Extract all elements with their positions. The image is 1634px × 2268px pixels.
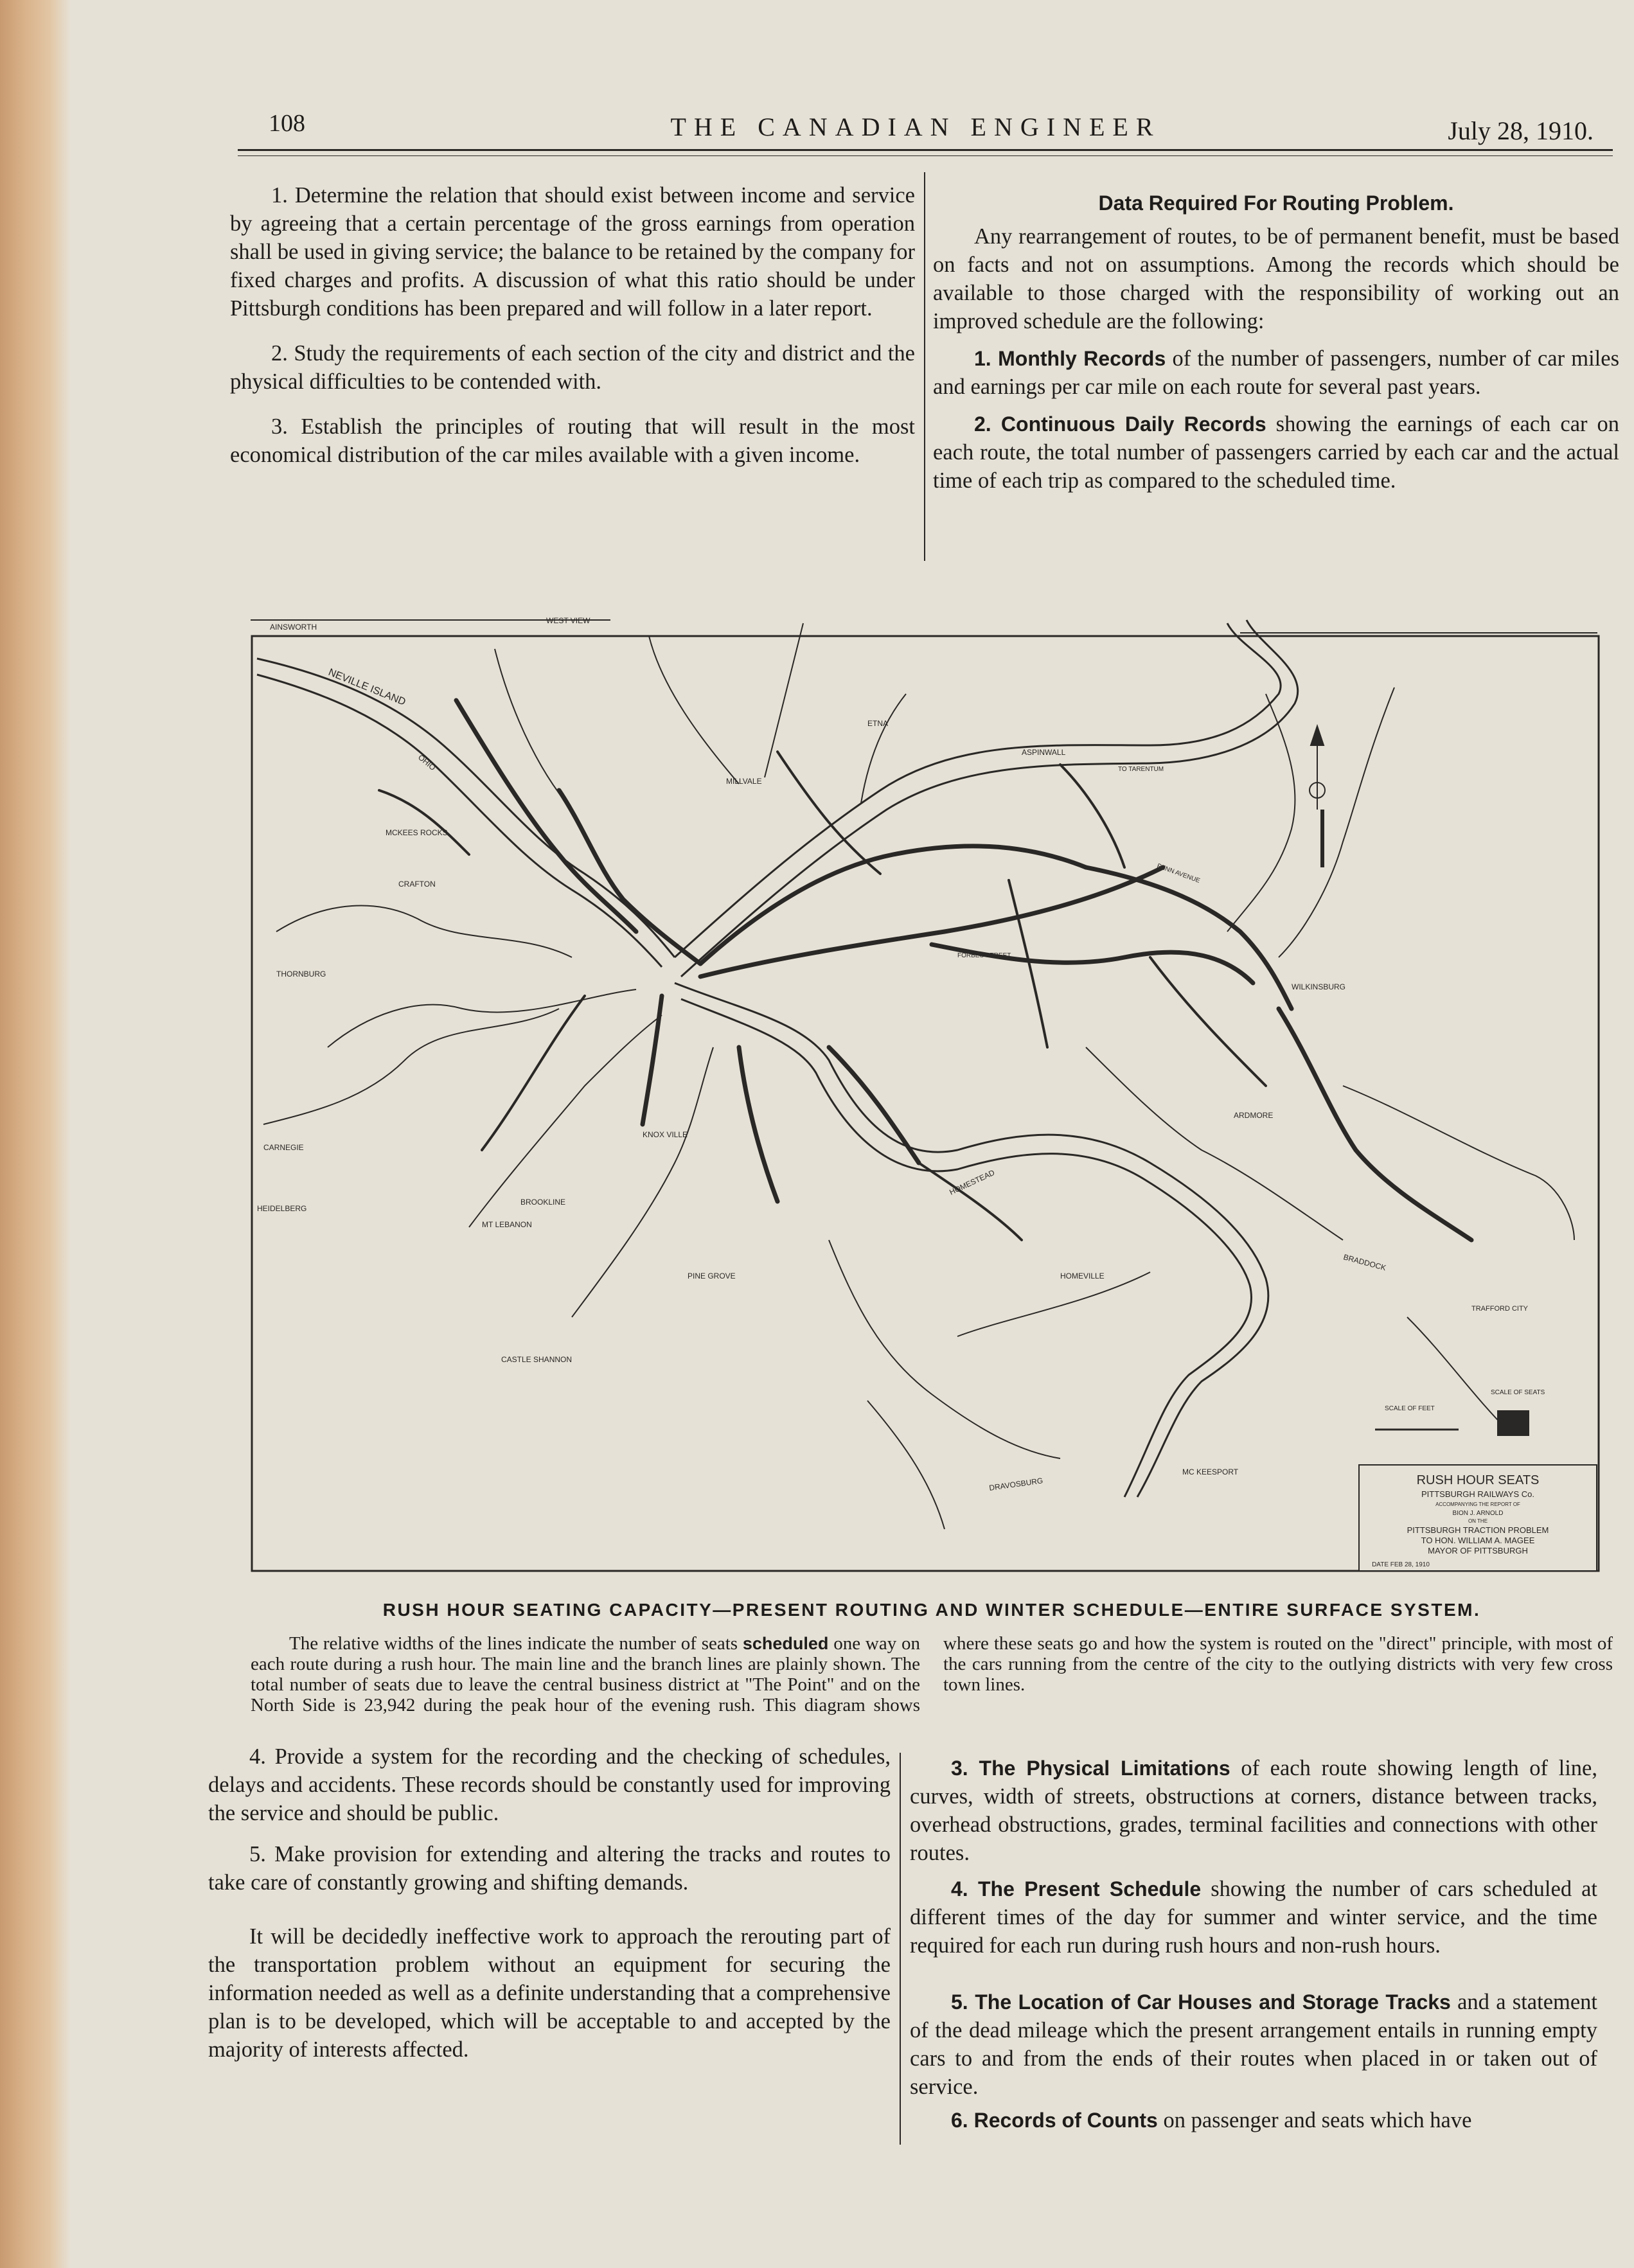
- column-divider-bottom: [900, 1753, 901, 2145]
- top-right-column: [933, 189, 1619, 511]
- record-item-1: [933, 344, 1619, 401]
- label-mt-lebanon: MT LEBANON: [482, 1220, 532, 1229]
- map-frame: [252, 636, 1599, 1571]
- label-etna: ETNA: [867, 719, 889, 728]
- place-labels: [257, 616, 1529, 1493]
- label-to-tarentum: TO TARENTUM: [1118, 766, 1164, 773]
- map-legend: [1359, 1465, 1597, 1571]
- svg-text:MAYOR OF PITTSBURGH: MAYOR OF PITTSBURGH: [1428, 1546, 1528, 1555]
- column-divider-top: [924, 172, 925, 561]
- record-item-2: [933, 410, 1619, 495]
- header-rule-thin: [238, 155, 1613, 156]
- svg-text:SCALE OF SEATS: SCALE OF SEATS: [1491, 1389, 1545, 1396]
- record-item-1-text: of the number of passengers, number of car miles and earnings per car mile on each route for several past years.: [933, 346, 1620, 399]
- label-dravosburg: DRAVOSBURG: [988, 1476, 1044, 1493]
- label-pine-grove: PINE GROVE: [688, 1271, 736, 1280]
- paragraph-3: 3. Establish the principles of routing that will result in the most economical distribution of the car miles available with a given income.: [230, 414, 915, 467]
- section-heading: Data Required For Routing Problem.: [1098, 191, 1454, 215]
- record-item-6: 6. Records of Counts on passenger and seats which have: [951, 2108, 1472, 2132]
- scale-of-seats: [1491, 1389, 1545, 1436]
- record-item-4: 4. The Present Schedule showing the number of cars scheduled at different times of the day for summer and winter service, and the time required for each run during rush hours and non-rush hours.: [910, 1877, 1598, 1958]
- label-mckees-rocks: MCKEES ROCKS: [386, 828, 448, 837]
- header-rule: [238, 149, 1613, 151]
- caption-text: The relative widths of the lines indicate the number of seats scheduled one way on each route during a rush hour. The main line and the branch lines are plainly shown. The total number of seats due to leave the central business district at "The Point" and on the North Side is 23,942 during the peak hour of the evening rush. This diagram shows where these seats go and how the system is routed on the "direct" principle, with most of the cars running from the centre of the city to the outlying districts with very few cross town lines.: [251, 1633, 1613, 1715]
- label-ainsworth: AINSWORTH: [270, 623, 317, 632]
- label-aspinwall: ASPINWALL: [1022, 748, 1066, 757]
- scale-of-feet: [1375, 1405, 1459, 1430]
- label-thornburg: THORNBURG: [276, 970, 326, 979]
- paragraph-4: 4. Provide a system for the recording and the checking of schedules, delays and accidents. These records should be constantly used for improving the service and should be public.: [208, 1744, 891, 1825]
- svg-text:ON THE: ON THE: [1468, 1518, 1488, 1524]
- route-map-figure: [251, 598, 1600, 1574]
- bottom-left-column: [208, 1742, 891, 2080]
- label-carnegie: CARNEGIE: [263, 1143, 304, 1152]
- label-ohio: OHIO: [416, 752, 438, 773]
- record-item-3: 3. The Physical Limitations of each route showing length of line, curves, width of streets, obstructions at corners, distance between tracks, overhead obstructions, grades, terminal facilities and connections with other routes.: [910, 1756, 1597, 1865]
- label-castle-shannon: CASTLE SHANNON: [501, 1355, 573, 1364]
- monongahela-river: [675, 983, 1268, 1497]
- ohio-river: [257, 659, 675, 967]
- record-item-1-lead: 1. Monthly Records: [974, 347, 1166, 370]
- medium-car-lines: [379, 752, 1266, 1240]
- svg-text:PITTSBURGH TRACTION PROBLEM: PITTSBURGH TRACTION PROBLEM: [1407, 1525, 1549, 1535]
- label-forbes-street: FORBES STREET: [957, 952, 1011, 959]
- intro-paragraph: Any rearrangement of routes, to be of permanent benefit, must be based on facts and not on assumptions. Among the records which should be available to those charged with the responsibility of working out an improved schedule are the following:: [933, 224, 1619, 333]
- svg-text:BION J. ARNOLD: BION J. ARNOLD: [1452, 1510, 1504, 1517]
- label-brookline: BROOKLINE: [520, 1198, 566, 1207]
- label-millvale: MILLVALE: [726, 777, 762, 786]
- paragraph-5: 5. Make provision for extending and altering the tracks and routes to take care of constantly growing and shifting demands.: [208, 1842, 891, 1895]
- running-header: [238, 103, 1594, 154]
- journal-title: THE CANADIAN ENGINEER: [670, 112, 1161, 141]
- paragraph-1: 1. Determine the relation that should exist between income and service by agreeing that a certain percentage of the gross earnings from operation shall be used in giving service; the balance to be retained by the company for fixed charges and profits. A discussion of what this ratio should be under Pittsburgh conditions has been prepared and will follow in a later report.: [230, 183, 915, 321]
- svg-text:TO HON. WILLIAM A. MAGEE: TO HON. WILLIAM A. MAGEE: [1421, 1536, 1535, 1545]
- record-item-5: 5. The Location of Car Houses and Storage Tracks and a statement of the dead mileage which the present arrangement entails in running empty cars to and from the ends of their routes when placed in or taken out of service.: [910, 1990, 1597, 2099]
- label-braddock: BRADDOCK: [1342, 1252, 1387, 1273]
- north-arrow-icon: [1310, 726, 1325, 867]
- svg-text:DATE FEB 28, 1910: DATE FEB 28, 1910: [1372, 1561, 1430, 1568]
- top-left-column: [230, 181, 915, 486]
- label-homestead: HOMESTEAD: [948, 1167, 997, 1197]
- legend-title: RUSH HOUR SEATS: [1416, 1473, 1540, 1487]
- page-number: 108: [269, 110, 305, 137]
- label-knoxville: KNOX VILLE: [643, 1130, 688, 1139]
- label-wilkinsburg: WILKINSBURG: [1292, 982, 1346, 991]
- paragraph-2: 2. Study the requirements of each section of the city and district and the physical difficulties to be contended with.: [230, 341, 915, 394]
- label-trafford-city: TRAFFORD CITY: [1471, 1305, 1528, 1313]
- svg-text:ACCOMPANYING THE REPORT OF: ACCOMPANYING THE REPORT OF: [1435, 1502, 1520, 1507]
- label-heidelberg: HEIDELBERG: [257, 1204, 307, 1213]
- legend-company: PITTSBURGH RAILWAYS Co.: [1421, 1489, 1535, 1499]
- label-west-view: WEST VIEW: [546, 616, 591, 625]
- thin-roads: [263, 623, 1574, 1529]
- heavy-car-lines: [456, 700, 1471, 1240]
- figure-caption-body: [251, 1633, 1613, 1715]
- svg-text:SCALE OF FEET: SCALE OF FEET: [1385, 1405, 1435, 1412]
- label-neville-island: NEVILLE ISLAND: [326, 666, 407, 708]
- record-item-2-lead: 2. Continuous Daily Records: [974, 412, 1266, 436]
- route-map: [251, 598, 1600, 1574]
- label-crafton: CRAFTON: [398, 880, 436, 889]
- paragraph-6: It will be decidedly ineffective work to approach the rerouting part of the transportation problem without an equipment for securing the information needed as well as a definite understanding that a comprehensive plan is to be developed, which will be acceptable to and accepted by the majority of interests affected.: [208, 1924, 891, 2062]
- label-mckeesport: MC KEESPORT: [1182, 1467, 1239, 1476]
- figure-caption-title: RUSH HOUR SEATING CAPACITY—PRESENT ROUTING AND WINTER SCHEDULE—ENTIRE SURFACE SYSTEM.: [382, 1600, 1481, 1620]
- bottom-right-column: [910, 1754, 1597, 2151]
- label-ardmore: ARDMORE: [1234, 1111, 1274, 1120]
- record-item-2-text: showing the earnings of each car on each route, the total number of passengers carried by each car and the actual time of each trip as compared to the scheduled time.: [933, 412, 1620, 493]
- label-homeville: HOMEVILLE: [1060, 1271, 1105, 1280]
- label-penn-avenue: PENN AVENUE: [1155, 862, 1201, 885]
- book-page-edge: [0, 0, 71, 2268]
- issue-date: July 28, 1910.: [1448, 116, 1594, 145]
